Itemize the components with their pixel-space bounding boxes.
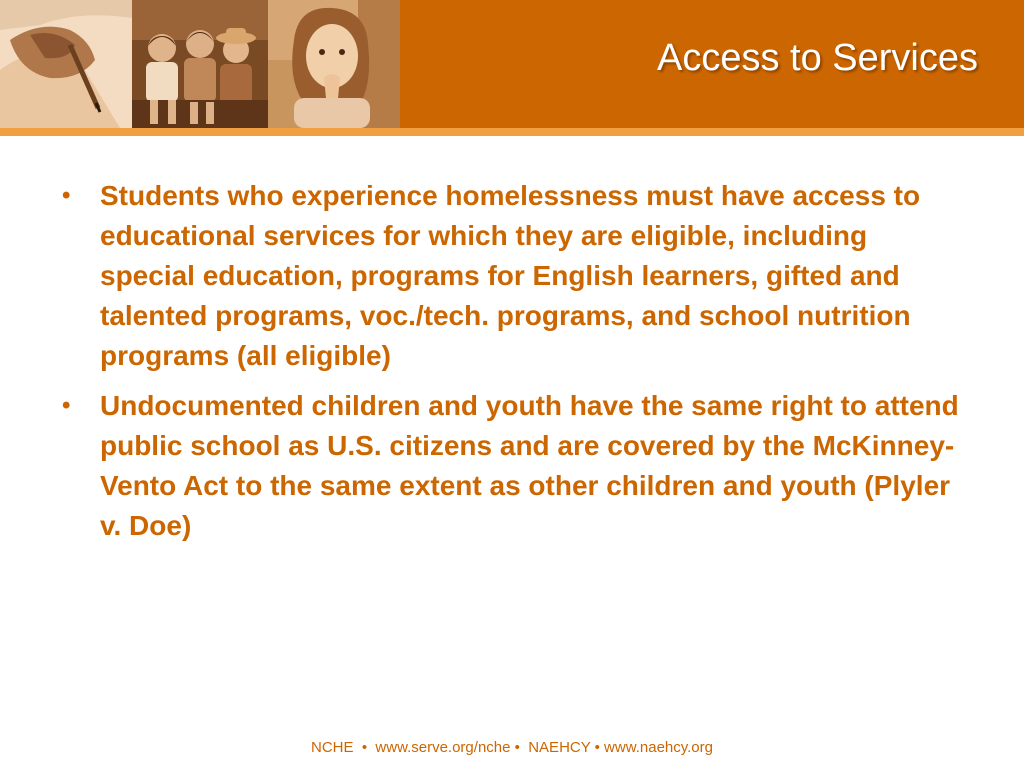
slide-title: Access to Services [657,37,978,79]
hand-writing-photo [0,0,132,128]
three-children-photo [132,0,268,128]
bullet-item [62,386,962,546]
header-divider [0,128,1024,136]
bullet-text: Undocumented children and youth have the same right to attend public school as U.S. citizens and are covered by the McKinney-Vento Act to the same extent as other children and youth (Plyler v. Doe) [100,390,959,541]
header-photo-strip [0,0,400,128]
footer-text: NCHE • www.serve.org/nche • NAEHCY • www.naehcy.org [310,739,713,756]
bullet-point-icon: • [62,392,71,419]
bullet-point-icon: • [62,182,71,209]
bullet-item [62,176,962,376]
bullet-text: Students who experience homelessness must have access to educational services for which they are eligible, including special education, programs for English learners, gifted and talented programs, voc./tech. programs, and school nutrition programs (all eligible) [100,180,921,371]
bullet-list [62,176,962,556]
girl-portrait-photo [268,0,400,128]
